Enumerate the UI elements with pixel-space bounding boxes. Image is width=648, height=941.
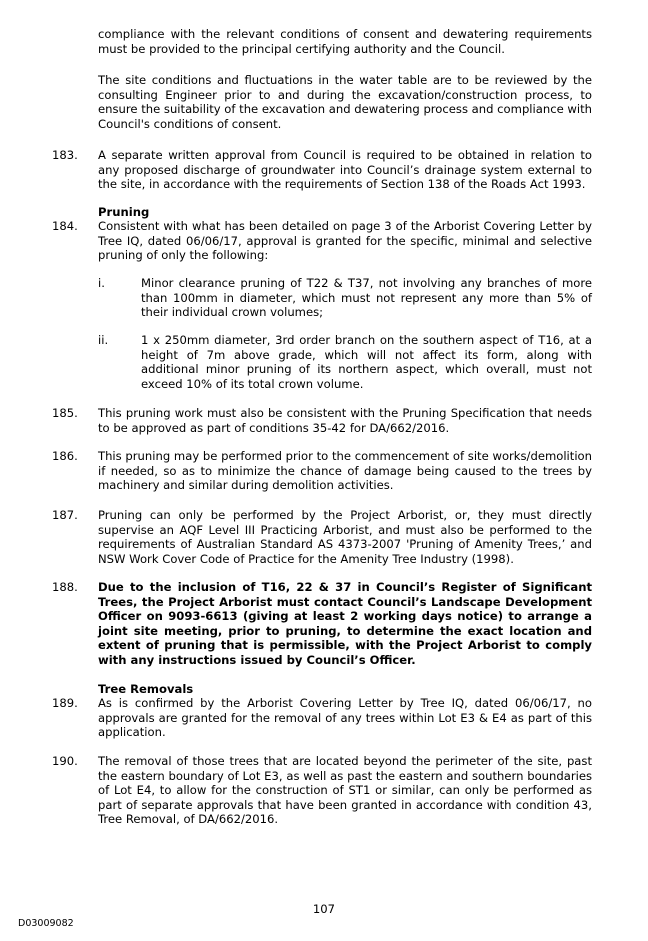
condition-185-number: 185. xyxy=(52,406,78,420)
item-i-label: i. xyxy=(98,276,105,290)
condition-188-number: 188. xyxy=(52,580,78,594)
condition-190-number: 190. xyxy=(52,754,78,768)
condition-190-text: The removal of those trees that are located beyond the perimeter of the site, past the eastern boundary of Lot E3, as well as past the eastern and southern boundaries of Lot E4, to allow for the construction of ST1 or similar, can only be performed as part of separate approvals that have been granted in accordance with condition 43, Tree Removal, of DA/662/2016. xyxy=(98,754,592,827)
condition-183-text: A separate written approval from Council is required to be obtained in relation to any proposed discharge of groundwater into Council’s drainage system external to the site, in accordance with the requirements of Section 138 of the Roads Act 1993. xyxy=(98,148,592,192)
document-id: D03009082 xyxy=(18,918,74,929)
condition-189-number: 189. xyxy=(52,696,78,710)
item-i-text: Minor clearance pruning of T22 & T37, not involving any branches of more than 100mm in diameter, which must not represent any more than 5% of their individual crown volumes; xyxy=(141,276,592,320)
condition-186-number: 186. xyxy=(52,449,78,463)
condition-188-text: Due to the inclusion of T16, 22 & 37 in Council’s Register of Significant Trees, the Project Arborist must contact Council’s Landscape Development Officer on 9093-6613 (giving at least 2 working days notice) to arrange a joint site meeting, prior to pruning, to determine the exact location and extent of pruning that is permissible, with the Project Arborist to comply with any instructions issued by Council’s Officer. xyxy=(98,580,592,667)
intro-paragraph-1: compliance with the relevant conditions of consent and dewatering requirements must be provided to the principal certifying authority and the Council. xyxy=(98,27,592,56)
page-number: 107 xyxy=(312,902,336,916)
condition-184-text: Consistent with what has been detailed on page 3 of the Arborist Covering Letter by Tree IQ, dated 06/06/17, approval is granted for the specific, minimal and selective pruning of only the following: xyxy=(98,219,592,263)
condition-185-text: This pruning work must also be consistent with the Pruning Specification that needs to be approved as part of conditions 35-42 for DA/662/2016. xyxy=(98,406,592,435)
condition-187-number: 187. xyxy=(52,508,78,522)
condition-184-number: 184. xyxy=(52,219,78,233)
tree-removals-heading: Tree Removals xyxy=(98,682,194,696)
condition-186-text: This pruning may be performed prior to the commencement of site works/demolition if needed, so as to minimize the chance of damage being caused to the trees by machinery and similar during demolition activities. xyxy=(98,449,592,493)
condition-189-text: As is confirmed by the Arborist Covering Letter by Tree IQ, dated 06/06/17, no approvals are granted for the removal of any trees within Lot E3 & E4 as part of this application. xyxy=(98,696,592,740)
item-ii-label: ii. xyxy=(98,333,109,347)
condition-183-number: 183. xyxy=(52,148,78,162)
pruning-heading: Pruning xyxy=(98,205,150,219)
intro-paragraph-2: The site conditions and fluctuations in the water table are to be reviewed by the consulting Engineer prior to and during the excavation/construction process, to ensure the suitability of the excavation and dewatering process and compliance with Council's conditions of consent. xyxy=(98,73,592,131)
condition-187-text: Pruning can only be performed by the Project Arborist, or, they must directly supervise an AQF Level III Practicing Arborist, and must also be performed to the requirements of Australian Standard AS 4373-2007 'Pruning of Amenity Trees,’ and NSW Work Cover Code of Practice for the Amenity Tree Industry (1998). xyxy=(98,508,592,566)
item-ii-text: 1 x 250mm diameter, 3rd order branch on the southern aspect of T16, at a height of 7m above grade, which will not affect its form, along with additional minor pruning of its northern aspect, which overall, must not exceed 10% of its total crown volume. xyxy=(141,333,592,391)
